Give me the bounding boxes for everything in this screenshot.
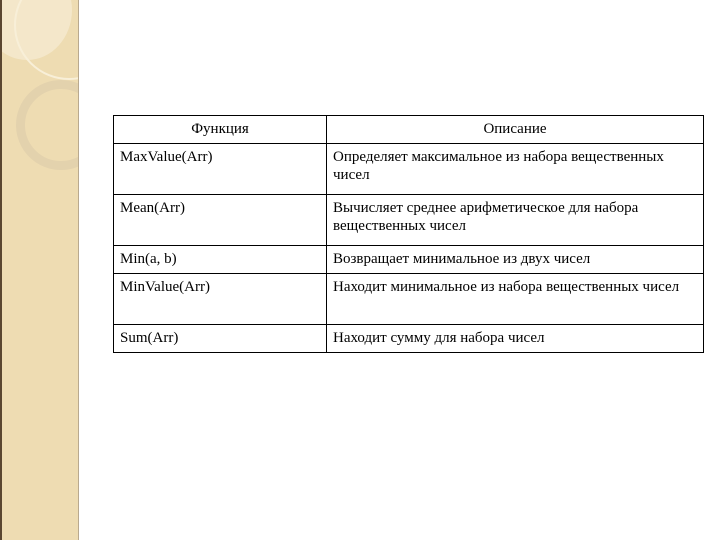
decorative-ring [16,80,79,170]
description-cell: Возвращает минимальное из двух чисел [327,246,704,274]
table-row [114,246,704,274]
function-cell: Mean(Arr) [114,195,327,246]
header-function: Функция [114,116,327,144]
function-cell: Min(a, b) [114,246,327,274]
function-cell: Sum(Arr) [114,325,327,353]
functions-table [113,115,704,353]
table-row [114,325,704,353]
description-cell: Находит сумму для набора чисел [327,325,704,353]
function-cell: MaxValue(Arr) [114,144,327,195]
description-cell: Находит минимальное из набора вещественных чисел [327,274,704,325]
table-row [114,144,704,195]
function-cell: MinValue(Arr) [114,274,327,325]
table-row [114,195,704,246]
decorative-circle [14,0,79,80]
description-cell: Вычисляет среднее арифметическое для набора вещественных чисел [327,195,704,246]
description-cell: Определяет максимальное из набора вещественных чисел [327,144,704,195]
table-header-row [114,116,704,144]
table-row [114,274,704,325]
decorative-sidebar [0,0,79,540]
header-description: Описание [327,116,704,144]
